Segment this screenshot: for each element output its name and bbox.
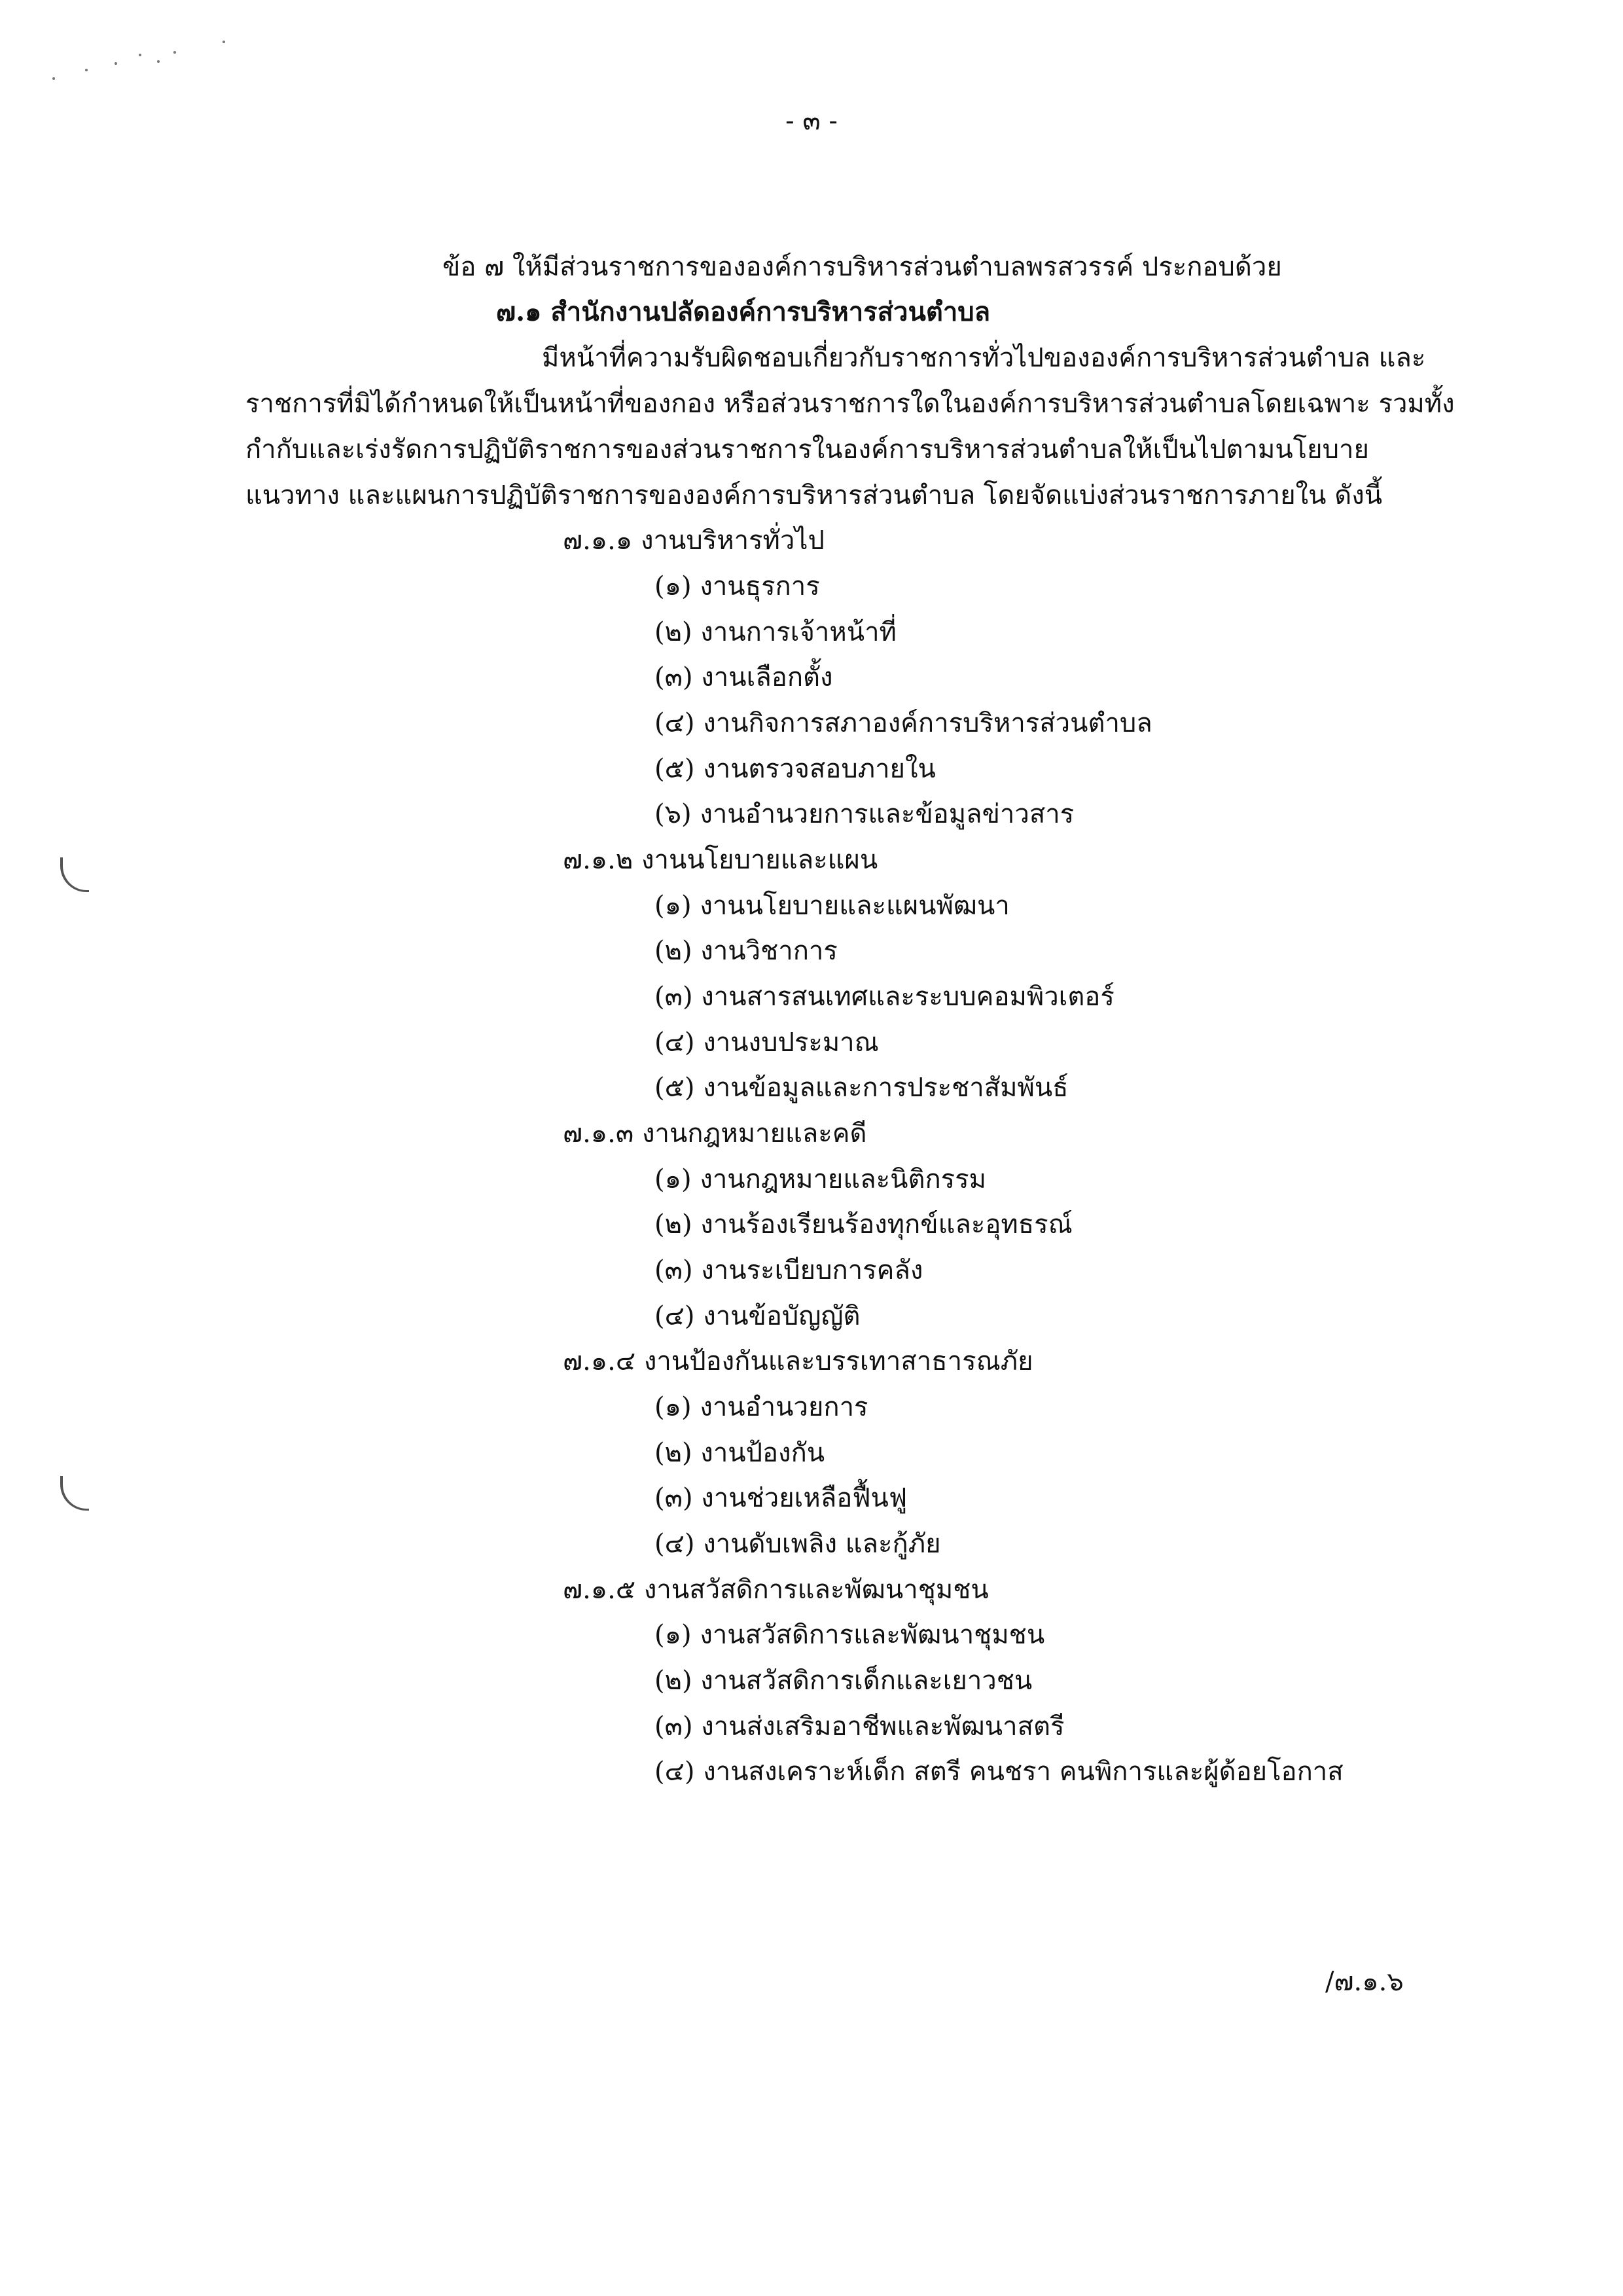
list-item: (๑) งานนโยบายและแผนพัฒนา bbox=[654, 891, 1010, 921]
list-item: (๒) งานวิชาการ bbox=[654, 936, 838, 966]
list-item: (๓) งานระเบียบการคลัง bbox=[654, 1255, 923, 1285]
subsection-title: ๗.๑.๕ งานสวัสดิการและพัฒนาชุมชน bbox=[563, 1575, 989, 1605]
continuation-marker: /๗.๑.๖ bbox=[1325, 1967, 1404, 1997]
list-item: (๑) งานธุรการ bbox=[654, 571, 820, 601]
heading: ข้อ ๗ ให้มีส่วนราชการขององค์การบริหารส่วนตำบลพรสวรรค์ ประกอบด้วย bbox=[442, 252, 1282, 282]
scan-speck bbox=[52, 77, 55, 80]
list-item: (๔) งานดับเพลิง และกู้ภัย bbox=[654, 1529, 941, 1559]
paragraph-line: ราชการที่มิได้กำหนดให้เป็นหน้าที่ของกอง หรือส่วนราชการใดในองค์การบริหารส่วนตำบลโดยเฉพาะ รวมทั้ง bbox=[245, 389, 1455, 419]
scan-speck bbox=[115, 62, 117, 65]
list-item: (๓) งานสารสนเทศและระบบคอมพิวเตอร์ bbox=[654, 982, 1115, 1012]
punch-hole-mark bbox=[60, 857, 89, 892]
list-item: (๓) งานเลือกตั้ง bbox=[654, 662, 833, 692]
list-item: (๓) งานช่วยเหลือฟื้นฟู bbox=[654, 1483, 908, 1513]
punch-hole-mark bbox=[60, 1476, 89, 1511]
page-number: - ๓ - bbox=[785, 106, 838, 136]
list-item: (๒) งานร้องเรียนร้องทุกข์และอุทธรณ์ bbox=[654, 1210, 1073, 1240]
scan-speck bbox=[223, 41, 225, 43]
subsection-title: ๗.๑.๒ งานนโยบายและแผน bbox=[563, 845, 878, 875]
list-item: (๒) งานป้องกัน bbox=[654, 1438, 825, 1468]
section-title: ๗.๑ สำนักงานปลัดองค์การบริหารส่วนตำบล bbox=[496, 296, 991, 327]
list-item: (๖) งานอำนวยการและข้อมูลข่าวสาร bbox=[654, 799, 1075, 829]
subsection-title: ๗.๑.๑ งานบริหารทั่วไป bbox=[563, 526, 825, 556]
list-item: (๕) งานข้อมูลและการประชาสัมพันธ์ bbox=[654, 1073, 1069, 1103]
list-item: (๔) งานข้อบัญญัติ bbox=[654, 1301, 861, 1331]
scan-speck bbox=[139, 54, 141, 56]
list-item: (๓) งานส่งเสริมอาชีพและพัฒนาสตรี bbox=[654, 1712, 1065, 1742]
subsection-title: ๗.๑.๔ งานป้องกันและบรรเทาสาธารณภัย bbox=[563, 1346, 1033, 1376]
list-item: (๒) งานการเจ้าหน้าที่ bbox=[654, 617, 897, 647]
paragraph-line: มีหน้าที่ความรับผิดชอบเกี่ยวกับราชการทั่วไปขององค์การบริหารส่วนตำบล และ bbox=[542, 343, 1426, 373]
paragraph-line: กำกับและเร่งรัดการปฏิบัติราชการของส่วนราชการในองค์การบริหารส่วนตำบลให้เป็นไปตามนโยบาย bbox=[245, 435, 1369, 465]
scan-speck bbox=[173, 51, 176, 54]
list-item: (๔) งานสงเคราะห์เด็ก สตรี คนชรา คนพิการและผู้ด้อยโอกาส bbox=[654, 1757, 1344, 1787]
list-item: (๕) งานตรวจสอบภายใน bbox=[654, 754, 936, 784]
list-item: (๔) งานงบประมาณ bbox=[654, 1028, 879, 1058]
paragraph-line: แนวทาง และแผนการปฏิบัติราชการขององค์การบริหารส่วนตำบล โดยจัดแบ่งส่วนราชการภายใน ดังนี้ bbox=[245, 480, 1383, 511]
list-item: (๒) งานสวัสดิการเด็กและเยาวชน bbox=[654, 1666, 1033, 1696]
subsection-title: ๗.๑.๓ งานกฎหมายและคดี bbox=[563, 1119, 867, 1149]
list-item: (๑) งานอำนวยการ bbox=[654, 1392, 868, 1422]
list-item: (๑) งานสวัสดิการและพัฒนาชุมชน bbox=[654, 1620, 1045, 1650]
list-item: (๔) งานกิจการสภาองค์การบริหารส่วนตำบล bbox=[654, 708, 1152, 738]
scan-speck bbox=[85, 69, 88, 71]
scan-speck bbox=[157, 60, 160, 63]
list-item: (๑) งานกฎหมายและนิติกรรม bbox=[654, 1164, 987, 1194]
